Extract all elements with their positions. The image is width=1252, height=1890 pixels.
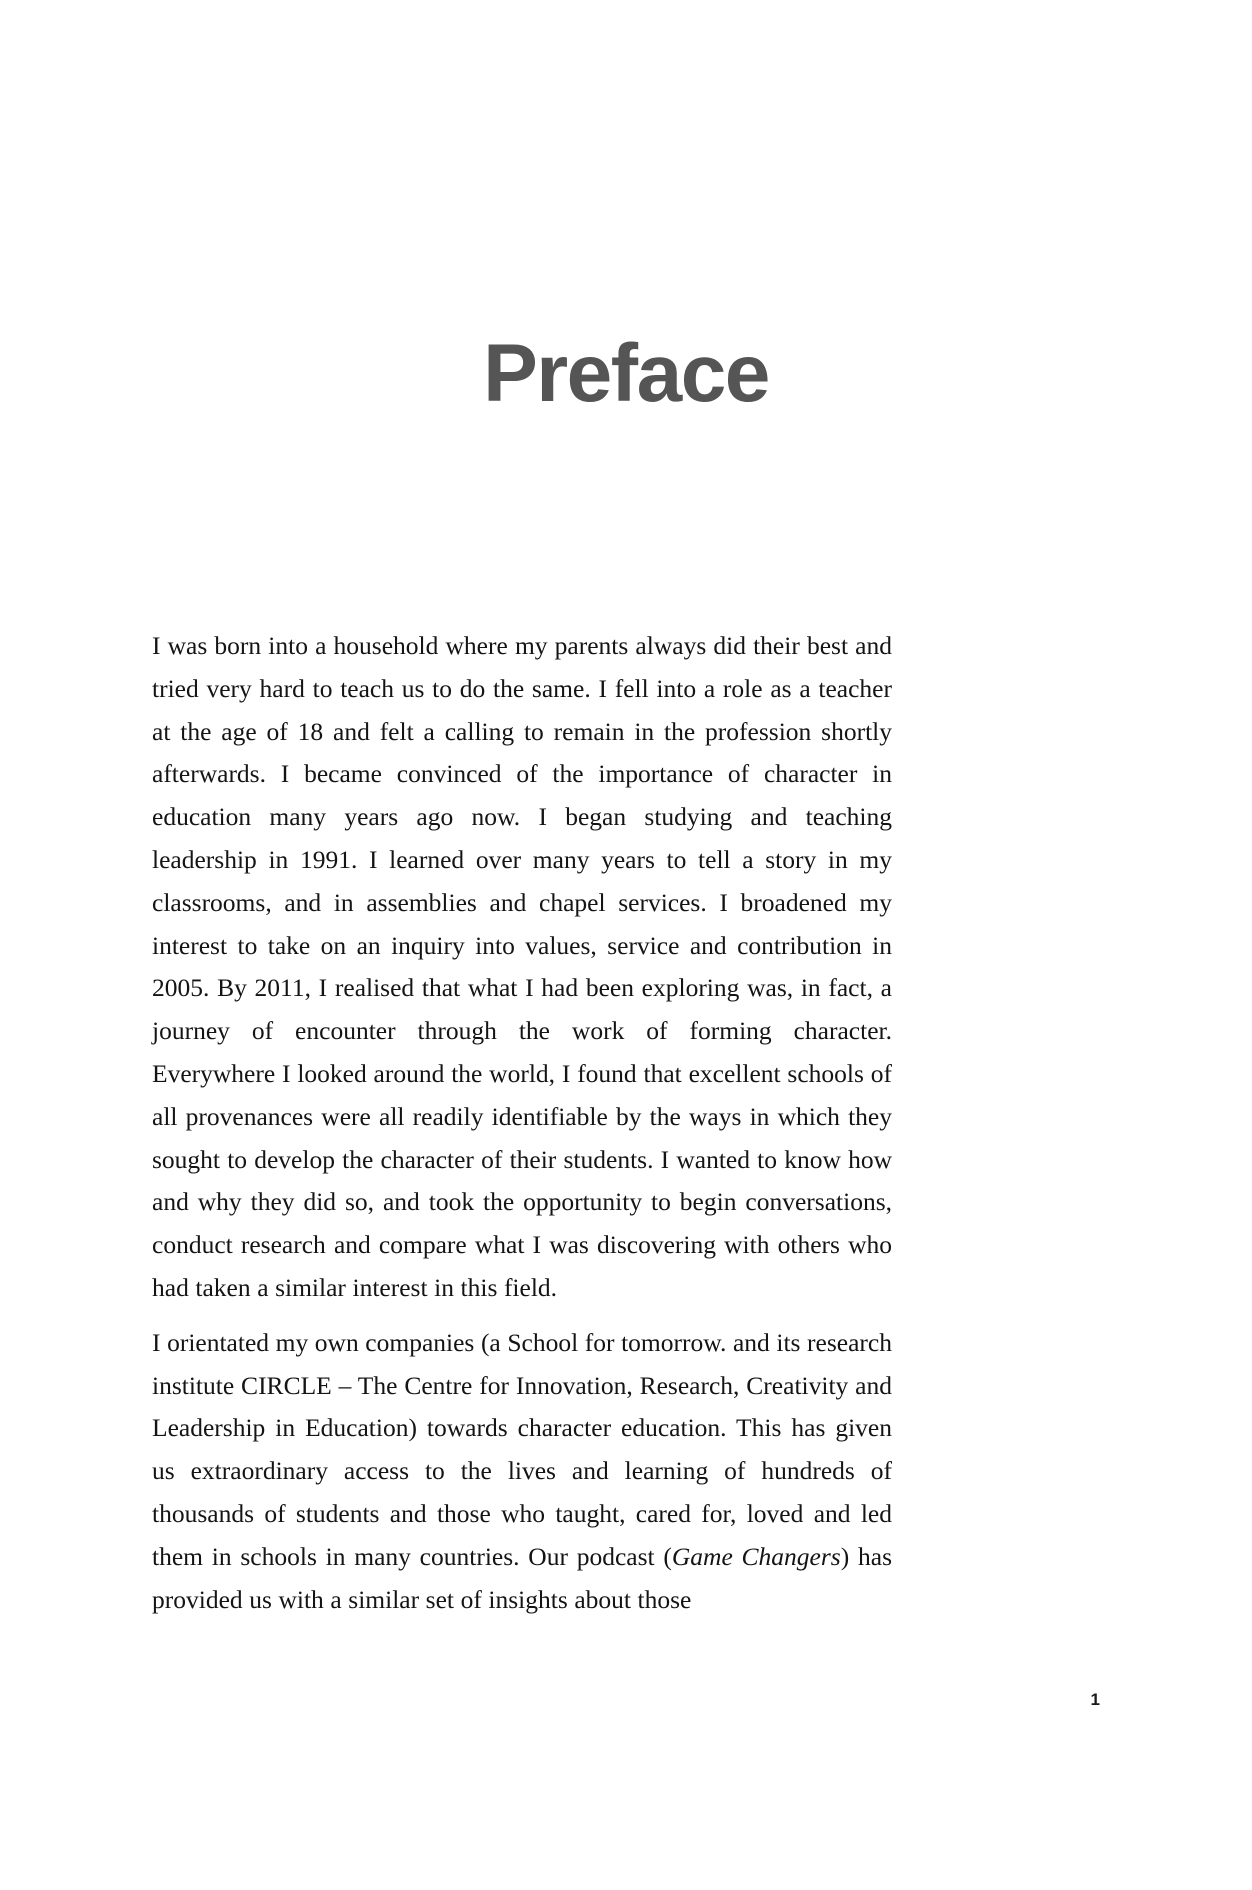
paragraph-2-text-part-1: I orientated my own companies (a School for tomorrow. and its research institute CIRCLE – The Centre for Innovation, Research, Creativity and Leadership in Education) towards character education. This has given us extraordinary access to the lives and learning of hundreds of thousands of students and those who taught, cared for, loved and led them in schools in many countries. Our podcast ( [152,1327,892,1571]
body-text-column [152,625,892,1621]
body-paragraph-2 [152,1322,892,1622]
podcast-title-italic: Game Changers [671,1541,841,1571]
page-title: Preface [483,327,769,419]
paragraph-1-text: I was born into a household where my parents always did their best and tried very hard to teach us to do the same. I fell into a role as a teacher at the age of 18 and felt a calling to remain in the profession shortly afterwards. I became convinced of the importance of character in education many years ago now. I began studying and teaching leadership in 1991. I learned over many years to tell a story in my classrooms, and in assemblies and chapel services. I broadened my interest to take on an inquiry into values, service and contribution in 2005. By 2011, I realised that what I had been exploring was, in fact, a journey of encounter through the work of forming character. Everywhere I looked around the world, I found that excellent schools of all provenances were all readily identifiable by the ways in which they sought to develop the character of their students. I wanted to know how and why they did so, and took the opportunity to begin conversations, conduct research and compare what I was discovering with others who had taken a similar interest in this field. [152,631,892,1302]
paragraph-2-text-part-2: ) has provided us with a similar set of insights about those [152,1541,892,1614]
page-number: 1 [1090,1690,1100,1709]
body-paragraph-1 [152,625,892,1310]
